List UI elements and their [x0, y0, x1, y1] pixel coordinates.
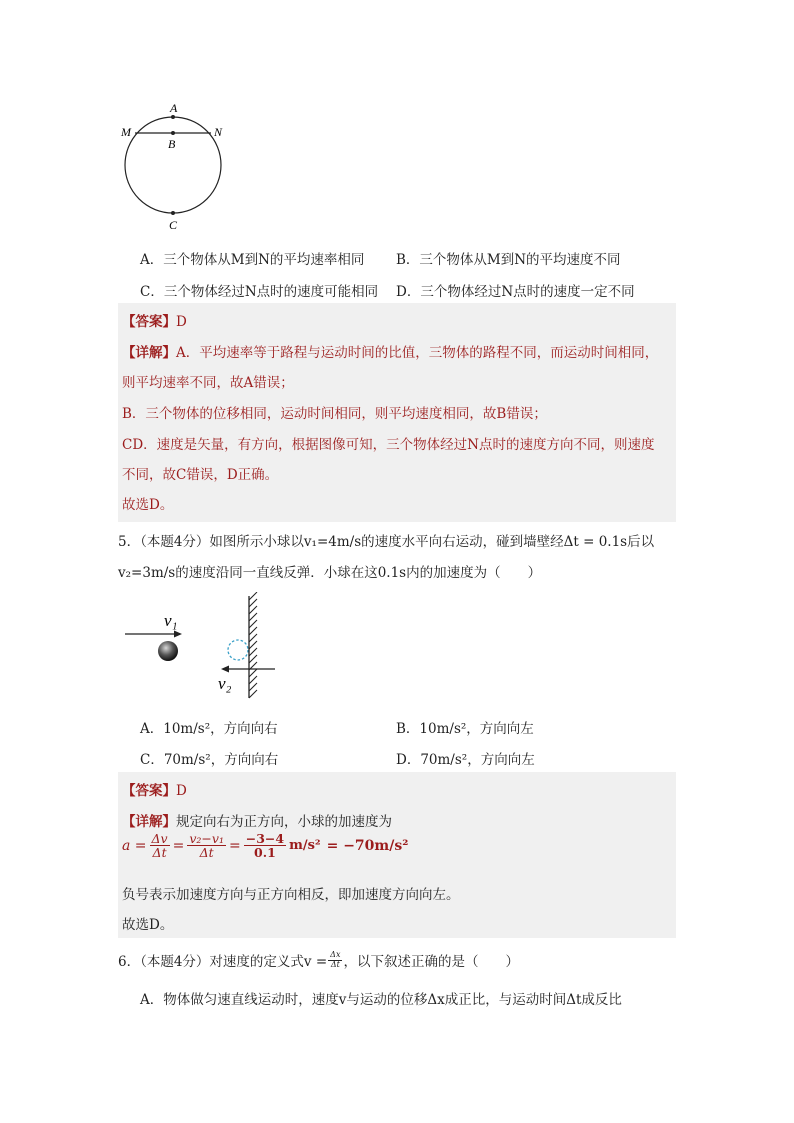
q6-stem-suffix: ，以下叙述正确的是（ ）	[343, 954, 519, 970]
point-a	[171, 115, 175, 119]
q5-answer-value: D	[176, 783, 187, 799]
q4-detail-line-2: 则平均速率不同，故A错误；	[122, 375, 294, 391]
formula-eq-1: =	[172, 837, 185, 854]
label-a: A	[170, 101, 178, 115]
ball-at-wall	[228, 640, 248, 660]
q6-frac-num: Δx	[330, 950, 341, 960]
q5-stem-line-1: 5．（本题4分）如图所示小球以v₁=4m/s的速度水平向右运动，碰到墙壁经Δt = 0.1s后以	[118, 534, 655, 550]
label-b: B	[168, 137, 176, 151]
q5-answer-box	[118, 772, 676, 938]
wall-ball-figure	[120, 592, 290, 702]
frac-1-num: Δv	[151, 831, 168, 846]
q6-stem-prefix: 6．（本题4分）对速度的定义式v =	[118, 954, 328, 970]
q5-conclusion: 负号表示加速度方向与正方向相反，即加速度方向向左。	[122, 887, 460, 903]
q6-frac-den: Δt	[330, 959, 340, 969]
q4-answer-line	[122, 310, 187, 330]
ball	[158, 641, 178, 661]
q5-option-c: C．70m/s²，方向向右	[140, 752, 279, 768]
q4-answer-box	[118, 303, 676, 522]
label-n: N	[214, 125, 223, 139]
formula-lhs: a =	[122, 837, 147, 854]
point-c	[171, 211, 175, 215]
formula-frac-3	[244, 832, 286, 859]
formula-eq-2: =	[228, 837, 241, 854]
v1-label: v₁	[164, 611, 178, 630]
q6-stem-frac	[328, 951, 342, 969]
q4-answer-value: D	[176, 314, 187, 330]
v2-arrow-head	[221, 666, 229, 673]
q5-option-b: B．10m/s²，方向向左	[396, 721, 534, 737]
q4-detail-line-1	[122, 341, 658, 361]
q4-option-b: B．三个物体从M到N的平均速度不同	[396, 252, 621, 268]
q6-option-a: A．物体做匀速直线运动时，速度v与运动的位移Δx成正比，与运动时间Δt成反比	[140, 992, 622, 1008]
formula-frac-1	[150, 832, 170, 859]
q4-detail-line-6: 故选D。	[122, 497, 174, 513]
q4-detail-line-4: CD．速度是矢量，有方向，根据图像可知，三个物体经过N点时的速度方向不同，则速度	[122, 437, 655, 453]
label-m: M	[121, 125, 131, 139]
point-b	[171, 131, 175, 135]
q5-option-d: D．70m/s²，方向向左	[396, 752, 535, 768]
frac-3-den: 0.1	[254, 845, 276, 861]
q4-option-d: D．三个物体经过N点时的速度一定不同	[396, 284, 635, 300]
wall-hatching	[249, 592, 257, 698]
formula-frac-2	[187, 832, 226, 859]
q5-formula	[122, 832, 408, 859]
frac-3-num: −3−4	[245, 831, 285, 846]
frac-2-den: Δt	[199, 845, 214, 861]
circle-figure	[110, 96, 240, 236]
frac-2-num: v₂−v₁	[189, 831, 224, 846]
q5-detail-line	[122, 810, 392, 830]
q5-option-a: A．10m/s²，方向向右	[140, 721, 278, 737]
q5-final: 故选D。	[122, 917, 174, 933]
q6-stem-line	[118, 950, 519, 970]
q4-detail-text-1: A．平均速率等于路程与运动时间的比值，三物体的路程不同，而运动时间相同，	[176, 345, 659, 361]
q4-detail-line-3: B．三个物体的位移相同，运动时间相同，则平均速度相同，故B错误；	[122, 406, 547, 422]
formula-result: = −70m/s²	[326, 837, 409, 854]
frac-1-den: Δt	[152, 845, 167, 861]
answer-tag: 【答案】	[122, 314, 176, 330]
v2-label: v₂	[218, 674, 232, 693]
detail-tag: 【详解】	[122, 345, 176, 361]
q4-option-c: C．三个物体经过N点时的速度可能相同	[140, 284, 379, 300]
v1-arrow-head	[174, 631, 182, 638]
formula-unit: m/s²	[289, 838, 321, 854]
q5-detail-text: 规定向右为正方向，小球的加速度为	[176, 814, 392, 830]
q5-stem-line-2: v₂=3m/s的速度沿同一直线反弹．小球在这0.1s内的加速度为（ ）	[118, 565, 542, 581]
label-c: C	[169, 218, 178, 232]
q4-option-a: A．三个物体从M到N的平均速率相同	[140, 252, 365, 268]
detail-tag: 【详解】	[122, 814, 176, 830]
q4-detail-line-5: 不同，故C错误，D正确。	[122, 467, 279, 483]
answer-tag: 【答案】	[122, 783, 176, 799]
q5-answer-line	[122, 779, 187, 799]
